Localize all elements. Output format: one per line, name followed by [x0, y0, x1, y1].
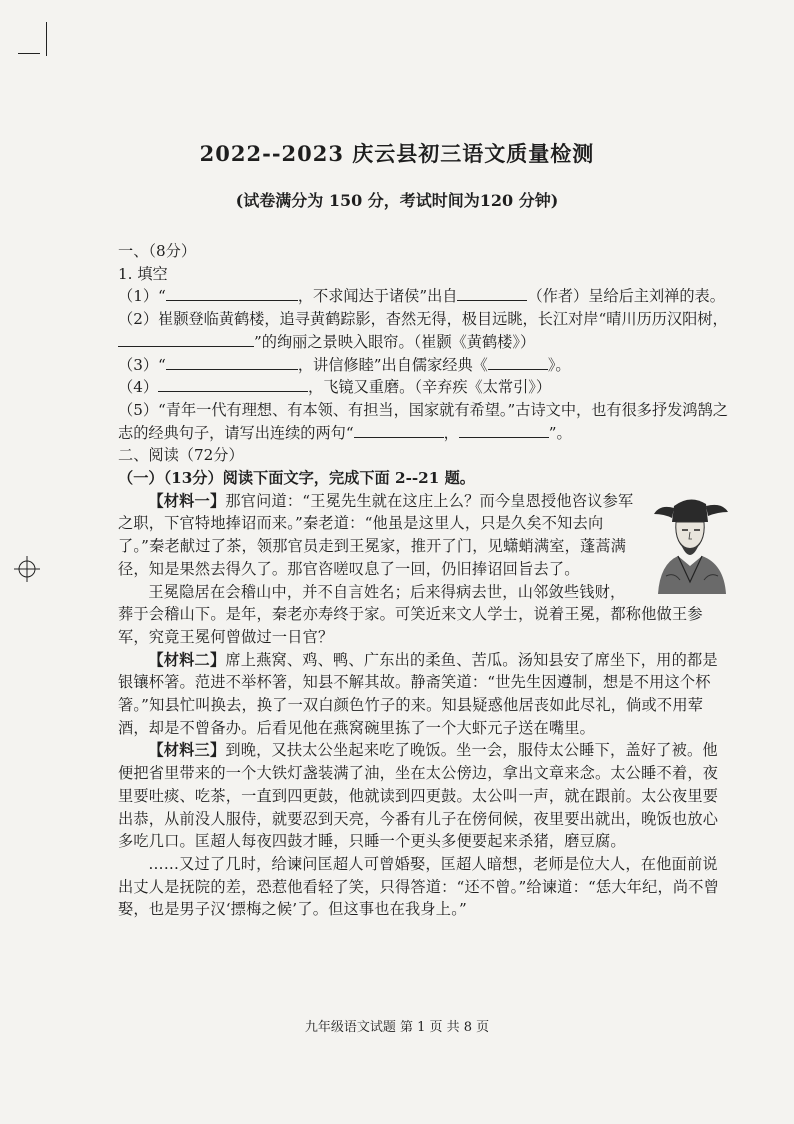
answer-blank[interactable]	[166, 286, 298, 301]
crop-mark-vertical	[46, 22, 47, 56]
question-5: （5）“青年一代有理想、有本领、有担当，国家就有希望。”古诗文中，也有很多抒发鸿鹄之志的经典句子，请写出连续的两句“ ， ”。	[118, 400, 728, 442]
answer-blank[interactable]	[457, 286, 527, 301]
exam-instructions: (试卷满分为 150 分，考试时间为120 分钟)	[235, 191, 559, 210]
answer-blank[interactable]	[354, 423, 444, 438]
exam-content	[118, 240, 730, 921]
question-1: （1）“ ，不求闻达于诸侯”出自 （作者）呈给后主刘禅的表。	[118, 287, 725, 306]
answer-blank[interactable]	[158, 377, 308, 392]
answer-blank[interactable]	[488, 355, 548, 370]
crop-mark-horizontal	[18, 53, 40, 54]
answer-blank[interactable]	[459, 423, 549, 438]
question-2: （2）崔颢登临黄鹤楼，追寻黄鹤踪影，杳然无得，极目远眺，长江对岸“晴川历历汉阳树，”的绚丽之景映入眼帘。（崔颢《黄鹤楼》）	[118, 310, 728, 351]
answer-blank[interactable]	[118, 332, 254, 347]
answer-blank[interactable]	[166, 355, 298, 370]
material-3: 【材料三】到晚，又扶太公坐起来吃了晚饭。坐一会，服侍太公睡下，盖好了被。他便把省里带来的一个大铁灯盏装满了油，坐在太公傍边，拿出文章来念。太公睡不着，夜里要吐痰、吃茶，一直到四更鼓，他就读到四更鼓。太公叫一声，就在跟前。太公夜里要出恭，从前没人服侍，就要忍到天亮，今番有儿子在傍伺候，夜里要出就出，晚饭也放心多吃几口。匡超人每夜四鼓才睡，只睡一个更头多便要起来杀猪，磨豆腐。	[118, 741, 719, 851]
wang-mian-portrait-image	[644, 492, 736, 594]
section2-heading: 二、阅读（72分）	[118, 446, 244, 465]
reading-passage	[118, 490, 730, 921]
page-title: 2022--2023 庆云县初三语文质量检测	[199, 141, 595, 166]
section1-heading: 一、（8分）	[118, 242, 197, 260]
question-4: （4） ，飞镜又重磨。（辛弃疾《太常引》）	[118, 378, 552, 397]
material-1-paragraph-2: 王冕隐居在会稽山中，并不自言姓名；后来得病去世，山邻敛些钱财，葬于会稽山下。是年，秦老亦寿终于家。可笑近来文人学士，说着王冕，都称他做王参军，究竟王冕何曾做过一日官？	[118, 582, 703, 646]
material-3-paragraph-2: ……又过了几时，给谏问匡超人可曾婚娶，匡超人暗想，老师是位大人，在他面前说出丈人是抚院的差，恐惹他看轻了笑，只得答道：“还不曾。”给谏道：“恁大年纪，尚不曾娶，也是男子汉‘摽梅之候’了。但这事也在我身上。”	[118, 854, 720, 919]
question-3: （3）“ ，讲信修睦”出自儒家经典《 》。	[118, 355, 571, 374]
reading-part-1-instructions: （一）（13分）阅读下面文字，完成下面 2--21 题。	[118, 469, 475, 488]
registration-mark-icon	[14, 556, 40, 582]
page-footer: 九年级语文试题 第 1 页 共 8 页	[304, 1020, 490, 1035]
section1-subheading: 1. 填空	[118, 264, 168, 283]
portrait-icon	[644, 492, 736, 594]
material-1: 【材料一】那官问道：“王冕先生就在这庄上么？而今皇恩授他咨议参军之职，下官特地捧诏而来。”秦老道：“他虽是这里人，只是久矣不知去向了。”秦老献过了茶，领那官员走到王冕家，推开了门，见蟏蛸满室，蓬蒿满径，知是果然去得久了。那官咨嗟叹息了一回，仍旧捧诏回旨去了。	[118, 491, 634, 578]
material-2: 【材料二】席上燕窝、鸡、鸭、广东出的柔鱼、苦瓜。汤知县安了席坐下，用的都是银镶杯箸。范进不举杯箸，知县不解其故。静斋笑道：“世先生因遵制，想是不用这个杯箸。”知县忙叫换去，换了一双白颜色竹子的来。知县疑惑他居丧如此尽礼，倘或不用荤酒，却是不曾备办。后看见他在燕窝碗里拣了一个大虾元子送在嘴里。	[118, 650, 718, 737]
